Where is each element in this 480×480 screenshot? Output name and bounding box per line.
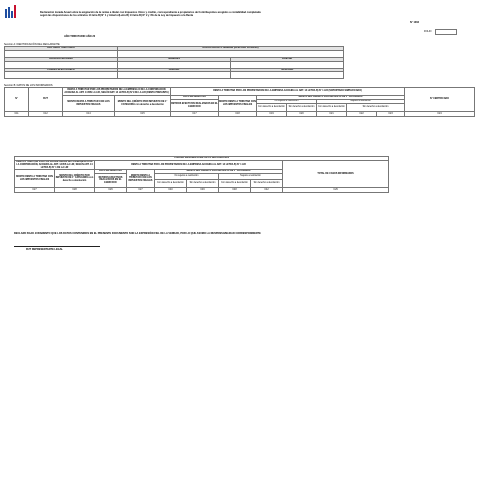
section-a-title: Sección A: IDENTIFICACIÓN DEL DECLARANTE (4, 43, 60, 46)
form-title-line-1: Declaración Jurada Anual sobre la asignación de la rentas a titular con Impuestos Unico y crédito, correspondiente a propietarios de Contribuyentes acogidos a contabilidad completada (40, 11, 261, 14)
signature-line (14, 246, 100, 247)
summary-code: C27 (15, 188, 55, 193)
summary-code: C27 (127, 188, 155, 193)
informed-data-table (4, 87, 475, 117)
con-derecho-header: Con derecho a devolución (257, 104, 287, 112)
summary-code: C29 (283, 188, 389, 193)
summary-group2-header: RENTA A TRIBUTAR POR LOS PROPIETARIOS DE LA EMPRESA ACOGIDA AL ART. 14 LETRA B) N° 1 LIR (95, 161, 283, 170)
summary-monto-credito2-header: MONTO DEL CRÉDITO POR IMPUESTO DE 1° CATEGORÍA (155, 170, 283, 174)
folio-label: FOLIO (424, 30, 432, 33)
summary-group1-header: RENTA A TRIBUTAR POR LOS PROPIETARIOS DE LA EMPRESA O DE LA CORPORACIÓN, ACOGIDA AL ART. 14 BIS LA LIR, SEGÚN ART. 14 LETRA B) N° 1 DE LA LIR (16, 161, 93, 169)
monto-renta-header: MONTO RENTA A TRIBUTAR CON LOS IMPUESTOS FINALES (63, 96, 115, 112)
sii-logo (5, 5, 18, 19)
rut-label: ROL ÚNICO TRIBUTARIO (5, 47, 118, 51)
code-cell: C22 (347, 112, 377, 117)
nombres-field[interactable] (118, 61, 231, 68)
tax-year-label: AÑO TRIBUTARIO AÑO 20 (64, 35, 96, 38)
telefono-label: TELÉFONO (231, 68, 344, 72)
code-cell: C11 (5, 112, 29, 117)
section-b-title: Sección B: DATOS DE LOS INFORMADOS (4, 84, 53, 87)
folio-field[interactable] (435, 29, 457, 35)
con-derecho-header: Con derecho a devolución (317, 104, 347, 112)
declarant-table (4, 46, 344, 79)
code-cell: C24 (405, 112, 475, 117)
sworn-declaration: DECLARO BAJO JURAMENTO QUE LOS DATOS CONTENIDOS EN EL PRESENTE DOCUMENTO SON LA EXPRESIÓN FIEL DE LA VERDAD, POR LO QUE ASUMO LA RESPONSABILIDAD CORRESPONDIENTE (14, 232, 261, 235)
code-cell: C23 (377, 112, 405, 117)
summary-con-derecho: Con derecho a devolución (219, 180, 251, 188)
code-cell: C14 (63, 112, 115, 117)
code-cell: C15 (115, 112, 171, 117)
apellido-materno-label: APELLIDO MATERNO (5, 57, 118, 61)
no-sujetos-header: No sujetos a restitución (257, 100, 317, 104)
summary-code: C28 (55, 188, 95, 193)
retiros-header: RETIROS EFECTIVOS REALIZADOS EN EL EJERCICIO (171, 100, 219, 112)
code-cell: C20 (287, 112, 317, 117)
summary-code: C48 (219, 188, 251, 193)
summary-monto-renta-header: MONTO RENTA A TRIBUTAR CON LOS IMPUESTOS FINALES (15, 170, 55, 188)
comuna-field[interactable] (231, 61, 344, 68)
telefono-field[interactable] (231, 72, 344, 79)
summary-sujetos: Sujetos a restitución (219, 174, 283, 180)
email-field[interactable] (5, 72, 118, 79)
sin-derecho-header: Sin derecho a devolución (347, 104, 405, 112)
monto-renta2-header: MONTO RENTA A TRIBUTAR CON LOS IMPUESTOS FINALES (219, 96, 257, 112)
email-label: CORREO ELECTRÓNICO (5, 68, 118, 72)
code-cell: C12 (29, 112, 63, 117)
code-cell: C21 (317, 112, 347, 117)
summary-code: C40 (155, 188, 187, 193)
code-cell: C17 (171, 112, 219, 117)
summary-sin-derecho: Sin derecho a devolución (251, 180, 283, 188)
dato-informativo-header: DATO INFORMATIVO (171, 96, 219, 100)
summary-title: CUADRO RESUMEN FINAL DE LA DECLARACIÓN (15, 157, 389, 161)
summary-no-sujetos: No sujetos a restitución (155, 174, 219, 180)
sujetos-header: Sujetos a restitución (317, 100, 405, 104)
razon-social-label: RAZÓN SOCIAL O NOMBRE (APELLIDO PATERNO) (118, 47, 344, 51)
summary-monto-renta2-header: MONTO RENTA A TRIBUTAR CON LOS IMPUESTOS FINALES (127, 170, 155, 188)
summary-sin-derecho: Sin derecho a devolución (187, 180, 219, 188)
rut-representante-label: RUT REPRESENTANTE LEGAL (26, 248, 63, 251)
group1-header: RENTA A TRIBUTAR POR LOS PROPIETARIOS DE LA EMPRESA O DE LA CORPORACIÓN ACOGIDA AL ART. 14 BIS LA LIR, SEGÚN ART. 14 LETRA B) N°1 DE LA LIR (RENTA PRESUNTA) (64, 88, 169, 94)
periodo-field[interactable] (118, 72, 231, 79)
form-title-line-2: según las disposiciones de los artículos 14 letra B) N° 1 y Anterior(Letra B) 14 letra B) N° 2 y 4% de la Ley de Impuesto a la Renta (40, 14, 194, 17)
apellido-materno-field[interactable] (5, 61, 118, 68)
summary-dato-informativo: DATO INFORMATIVO (95, 170, 127, 174)
summary-code: C42 (251, 188, 283, 193)
certificado-header: N° CERTIFICADO (405, 88, 475, 112)
sin-derecho-header: Sin derecho a devolución (287, 104, 317, 112)
form-title (40, 11, 400, 17)
rut-field[interactable] (5, 50, 118, 57)
summary-monto-credito-header: MONTO DEL CRÉDITO POR IMPUESTO DE 1° CATEGORÍA con derecho a devolución (55, 170, 95, 188)
summary-table (14, 156, 389, 193)
code-cell: C19 (257, 112, 287, 117)
summary-code: C46 (187, 188, 219, 193)
periodo-label: PERIODO (118, 68, 231, 72)
comuna-label: COMUNA (231, 57, 344, 61)
col-n-header: N° (5, 88, 29, 112)
col-rut-header: RUT (29, 88, 63, 112)
summary-con-derecho: Con derecho a devolución (155, 180, 187, 188)
monto-credito-header: MONTO DEL CRÉDITO POR IMPUESTO DE 1° CATEGORÍA con derecho a devolución (115, 96, 171, 112)
summary-code: C26 (95, 188, 127, 193)
monto-credito2-header: MONTO DEL CRÉDITO POR IMPUESTO DE 1° CATEGORÍA (257, 96, 405, 100)
razon-social-field[interactable] (118, 50, 344, 57)
code-cell: C18 (219, 112, 257, 117)
form-number: N° 1002 (410, 21, 420, 24)
total-casos-header: TOTAL DE CASOS INFORMADOS (283, 161, 389, 188)
nombres-label: NOMBRES (118, 57, 231, 61)
group2-header: RENTA A TRIBUTAR POR LOS PROPIETARIOS DE LA EMPRESA ACOGIDA AL ART. 14 LETRA B) N° 1 LIR (SOPORTADO SIMPLIFICADO) (171, 88, 405, 96)
summary-retiros-header: RETIROS EFECTIVOS REALIZADOS EN EL EJERCICIO (95, 174, 127, 188)
